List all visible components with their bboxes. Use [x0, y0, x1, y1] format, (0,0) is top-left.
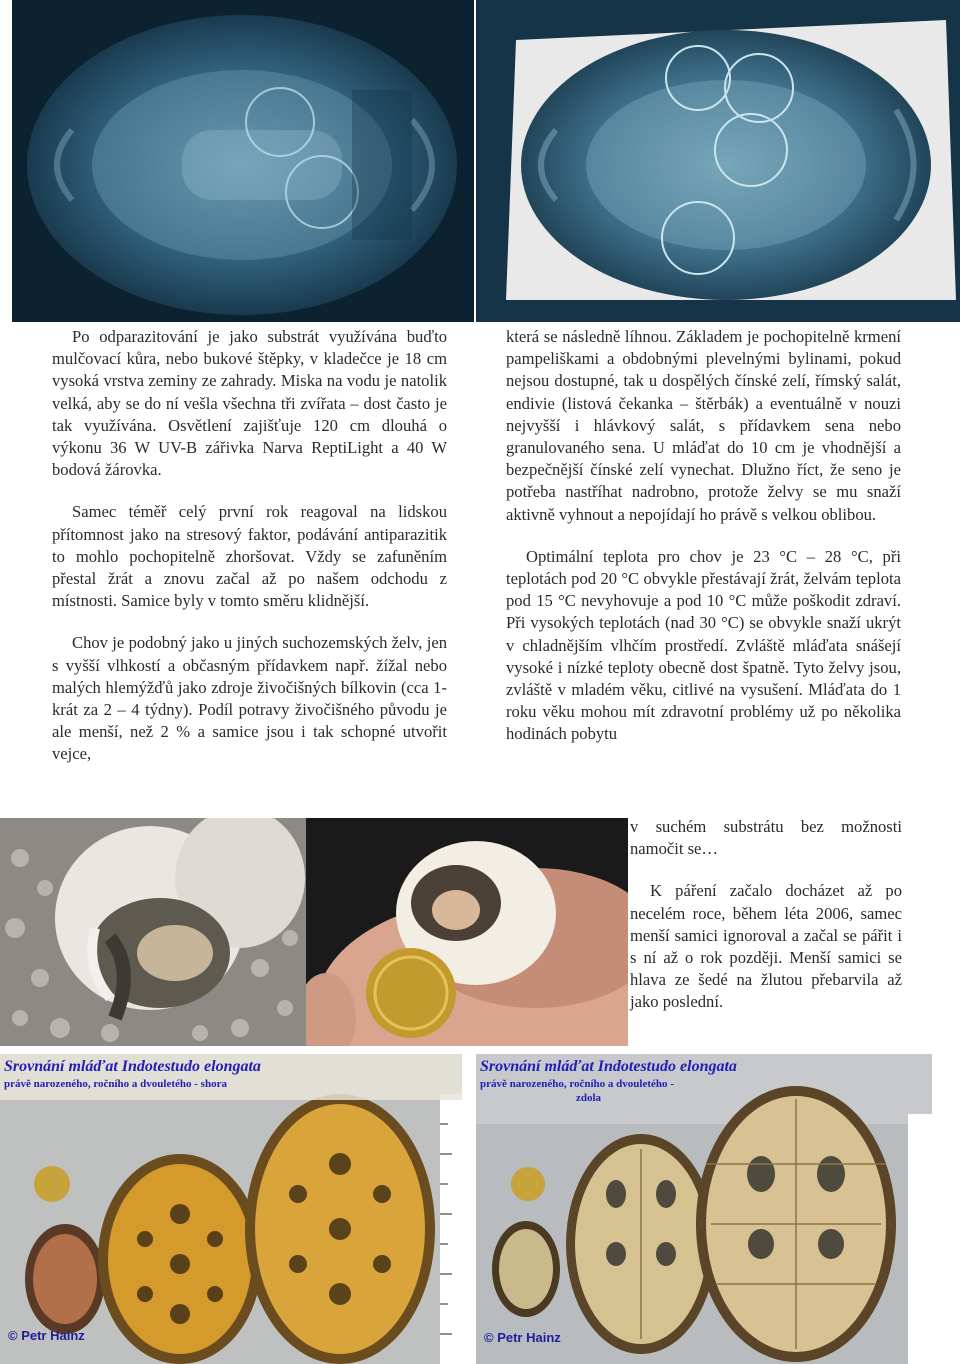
caption-subtitle-bottom-view-line2: zdola [576, 1092, 602, 1104]
xray-photo-left [12, 0, 474, 322]
text-column-right [506, 326, 901, 746]
paragraph-feeding: která se následně líhnou. Základem je pochopitelně krmení pampeliškami a obdobnými plevelnými bylinami, pokud nejsou dostupné, tak u dospělých čínské zelí, římský salát, endivie (listová čekanka – štěrbák) a eventuálně v nouzi nejvyšší i hlávkový salát, s přídavkem sena nebo granulovaného sena. U mláďat do 10 cm je vhodnější a bezpečnější čínské zelí vynechat. Dlužno říct, že seno je potřeba nastříhat nadrobno, protože želvy se mu snaží aktivně vyhnout a nepojídají ho právě s velkou oblibou. [506, 327, 901, 524]
paragraph-substrate: Po odparazitování je jako substrát využívána buďto mulčovací kůra, nebo bukové štěpky, v kladečce je 18 cm vysoká vrstva zeminy ze zahrady. Miska na vodu je natolik velká, aby se do ní vešla všechna tři zvířata – dost často je tak využívána. Osvětlení zajišťuje 120 cm dlouhá o výkonu 36 W UV-B zářivka Narva ReptiLight a 40 W bodová žárovka. [52, 327, 447, 480]
caption-title-top-view: Srovnání mláďat Indotestudo elongata [4, 1058, 261, 1075]
paragraph-temperature-continued: v suchém substrátu bez možnosti namočit se… [630, 817, 902, 859]
paragraph-mating: K páření začalo docházet až po necelém roce, během léta 2006, samec menší samici ignoroval a začal se pářit i s ní až o rok později. Menší samici se hlava ze šedé na žlutou přebarvila až jako poslední. [630, 881, 902, 1012]
comparison-photo-bottom-view [476, 1054, 932, 1364]
comparison-photo-top-view [0, 1054, 462, 1364]
hatchling-egg-hand-photo-right [306, 818, 628, 1046]
caption-subtitle-top-view: právě narozeného, ročního a dvouletého - shora [4, 1078, 227, 1090]
paragraph-husbandry: Chov je podobný jako u jiných suchozemských želv, jen s vyšší vlhkostí a občasným přídavkem např. žížal nebo malých hlemýžďů jako zdroje živočišných bílkovin (cca 1-krát za 2 – 4 týdny). Podíl potravy živočišného původu je ale menší, než 2 % a samice jsou i tak schopné utvořit vejce, [52, 633, 447, 764]
photo-credit-left: © Petr Hainz [8, 1328, 85, 1343]
paragraph-temperature: Optimální teplota pro chov je 23 °C – 28 °C, při teplotách pod 20 °C obvykle přestávají žrát, želvám teplota pod 15 °C nevyhovuje a pod 10 °C může poškodit zdraví. Při vysokých teplotách (nad 30 °C) se obvykle snaží ukrýt v chladnějším vlhčím prostředí. Zvláště mláďata snášejí vysoké i nízké teploty obecně dost špatně. Tyto želvy jsou, zvláště v mladém věku, citlivé na vysušení. Mláďata do 1 roku věku mohou mít zdravotní problémy už po několika hodinách pobytu [506, 546, 901, 744]
photo-credit-right: © Petr Hainz [484, 1330, 561, 1345]
caption-subtitle-bottom-view: právě narozeného, ročního a dvouletého - [480, 1078, 674, 1090]
hatchling-egg-photo-left [0, 818, 306, 1046]
text-column-left [52, 326, 447, 786]
paragraph-stress: Samec téměř celý první rok reagoval na lidskou přítomnost jako na stresový faktor, podávání antiparazitik to mohlo pochopitelně zhoršovat. Vždy se zafuněním přestal žrát a znovu začal až po našem odchodu z místnosti. Samice byly v tomto směru klidnější. [52, 502, 447, 611]
caption-title-bottom-view: Srovnání mláďat Indotestudo elongata [480, 1058, 737, 1075]
xray-photo-right [476, 0, 960, 322]
text-column-right-narrow [630, 816, 902, 1034]
